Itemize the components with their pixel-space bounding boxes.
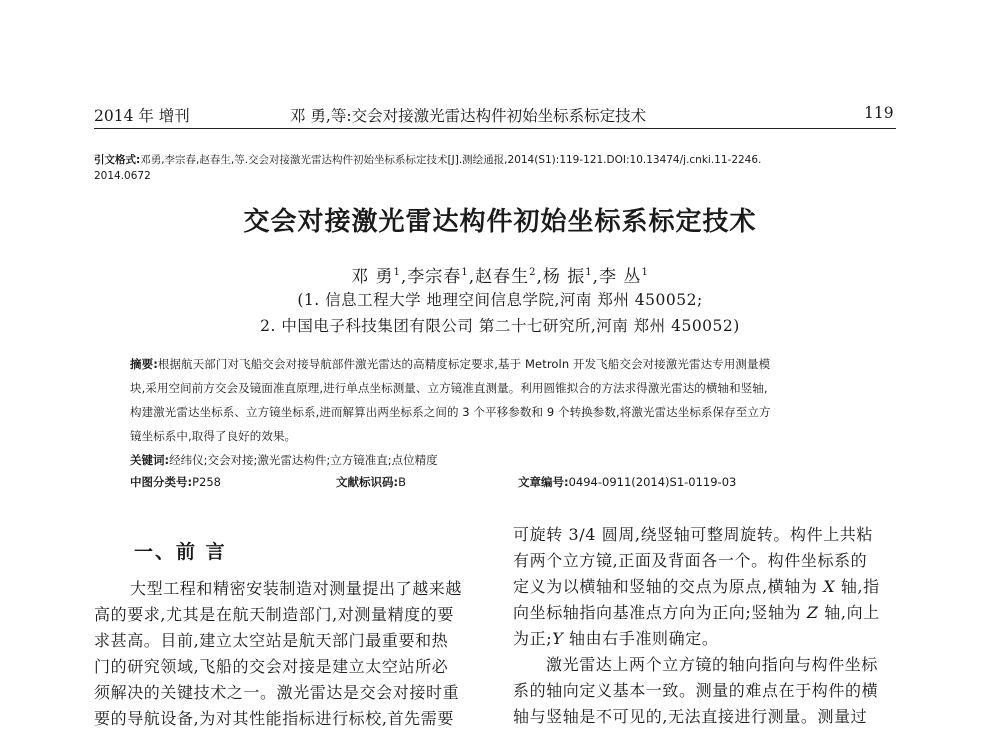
author-name: 邓 勇 xyxy=(351,267,394,287)
author-list: 邓 勇$^1$,李宗春$^1$,赵春生$^2$,杨 振$^1$,李 丛$^1$ xyxy=(351,267,649,287)
abstract-line-1 xyxy=(130,356,770,372)
author-name: 李 丛 xyxy=(599,267,642,287)
author-affiliation-mark: 1 xyxy=(393,267,401,278)
clc-label: 中图分类号: xyxy=(130,475,193,489)
body-text-line xyxy=(513,626,718,649)
body-text-segment: 轴,指 xyxy=(835,577,880,596)
abstract-line-2: 块,采用空间前方交会及镜面准直原理,进行单点坐标测量、立方镜准直测量。利用圆锥拟合的方法求得激光雷达的横轴和竖轴, xyxy=(130,381,768,395)
clc-number xyxy=(130,474,221,490)
citation-line-1 xyxy=(94,152,761,167)
body-text-line: 系的轴向定义基本一致。测量的难点在于构件的横 xyxy=(513,681,879,700)
article-number-label: 文章编号: xyxy=(518,475,569,489)
author-name: 赵春生 xyxy=(475,267,530,287)
citation-label: 引文格式: xyxy=(94,154,141,166)
body-text-line: 高的要求,尤其是在航天制造部门,对测量精度的要 xyxy=(94,605,454,624)
author-affiliation-mark: 1 xyxy=(641,267,649,278)
abstract-line-4: 镜坐标系中,取得了良好的效果。 xyxy=(130,429,297,443)
axis-symbol: Y xyxy=(552,629,564,648)
body-text-segment: 轴由右手准则确定。 xyxy=(563,629,719,648)
body-text-line: 要的导航设备,为对其性能指标进行标校,首先需要 xyxy=(94,709,454,728)
body-text-line: 激光雷达上两个立方镜的轴向指向与构件坐标 xyxy=(546,655,879,674)
author-affiliation-mark: 1 xyxy=(585,267,593,278)
keywords-label: 关键词: xyxy=(130,453,170,467)
affiliation-line-2: 2. 中国电子科技集团有限公司 第二十七研究所,河南 郑州 450052) xyxy=(260,317,740,335)
keywords-value: 经纬仪;交会对接;激光雷达构件;立方镜准直;点位精度 xyxy=(169,453,438,467)
body-text-line: 大型工程和精密安装制造对测量提出了越来越 xyxy=(130,579,463,598)
author-name: 李宗春 xyxy=(407,267,462,287)
body-text-segment: 轴,向上 xyxy=(818,603,880,622)
paper-title: 交会对接激光雷达构件初始坐标系标定技术 xyxy=(243,207,757,237)
abstract-label: 摘要: xyxy=(130,357,158,371)
page-number: 119 xyxy=(864,104,894,122)
citation-line-2: 2014.0672 xyxy=(94,170,151,182)
section-heading: 一、前 言 xyxy=(134,541,227,563)
body-text-segment: 为正; xyxy=(513,629,553,648)
body-text-line: 有两个立方镜,正面及背面各一个。构件坐标系的 xyxy=(513,551,868,570)
citation-text: 邓勇,李宗春,赵春生,等.交会对接激光雷达构件初始坐标系标定技术[J].测绘通报,2014(S1):119-121.DOI:10.13474/j.cnki.11-2246. xyxy=(140,154,762,166)
body-text-line: 可旋转 3/4 圆周,绕竖轴可整周旋转。构件上共粘 xyxy=(513,525,874,544)
body-text-line: 轴与竖轴是不可见的,无法直接进行测量。测量过 xyxy=(513,707,868,726)
axis-symbol: Z xyxy=(806,603,819,622)
article-number xyxy=(518,474,736,490)
abstract-line-3: 构建激光雷达坐标系、立方镜坐标系,进而解算出两坐标系之间的 3 个平移参数和 9 个转换参数,将激光雷达坐标系保存至立方 xyxy=(130,405,771,419)
author-affiliation-mark: 1 xyxy=(461,267,469,278)
body-text-line xyxy=(513,574,880,597)
keywords xyxy=(130,452,438,468)
body-text-line: 须解决的关键技术之一。激光雷达是交会对接时重 xyxy=(94,683,460,702)
body-text-line: 求甚高。目前,建立太空站是航天部门最重要和热 xyxy=(94,631,449,650)
author-name: 杨 振 xyxy=(542,267,586,287)
body-text-segment: 向坐标轴指向基准点方向为正向;竖轴为 xyxy=(513,603,807,622)
document-code xyxy=(336,474,406,490)
clc-value: P258 xyxy=(192,475,221,489)
article-number-value: 0494-0911(2014)S1-0119-03 xyxy=(568,475,737,489)
axis-symbol: X xyxy=(823,577,836,596)
abstract-text: 根据航天部门对飞船交会对接导航部件激光雷达的高精度标定要求,基于 Metroln 开发飞船交会对接激光雷达专用测量模 xyxy=(157,357,771,371)
body-text-line: 门的研究领域,飞船的交会对接是建立太空站所必 xyxy=(94,657,449,676)
author-affiliation-mark: 2 xyxy=(529,267,537,278)
doc-code-label: 文献标识码: xyxy=(336,475,399,489)
header-rule xyxy=(94,128,896,129)
body-text-segment: 定义为以横轴和竖轴的交点为原点,横轴为 xyxy=(513,577,824,596)
running-header-issue: 2014 年 增刊 xyxy=(94,107,190,125)
running-header-title: 邓 勇,等:交会对接激光雷达构件初始坐标系标定技术 xyxy=(290,107,647,125)
doc-code-value: B xyxy=(398,475,406,489)
body-text-line xyxy=(513,600,880,623)
affiliation-line-1: (1. 信息工程大学 地理空间信息学院,河南 郑州 450052; xyxy=(297,291,703,309)
